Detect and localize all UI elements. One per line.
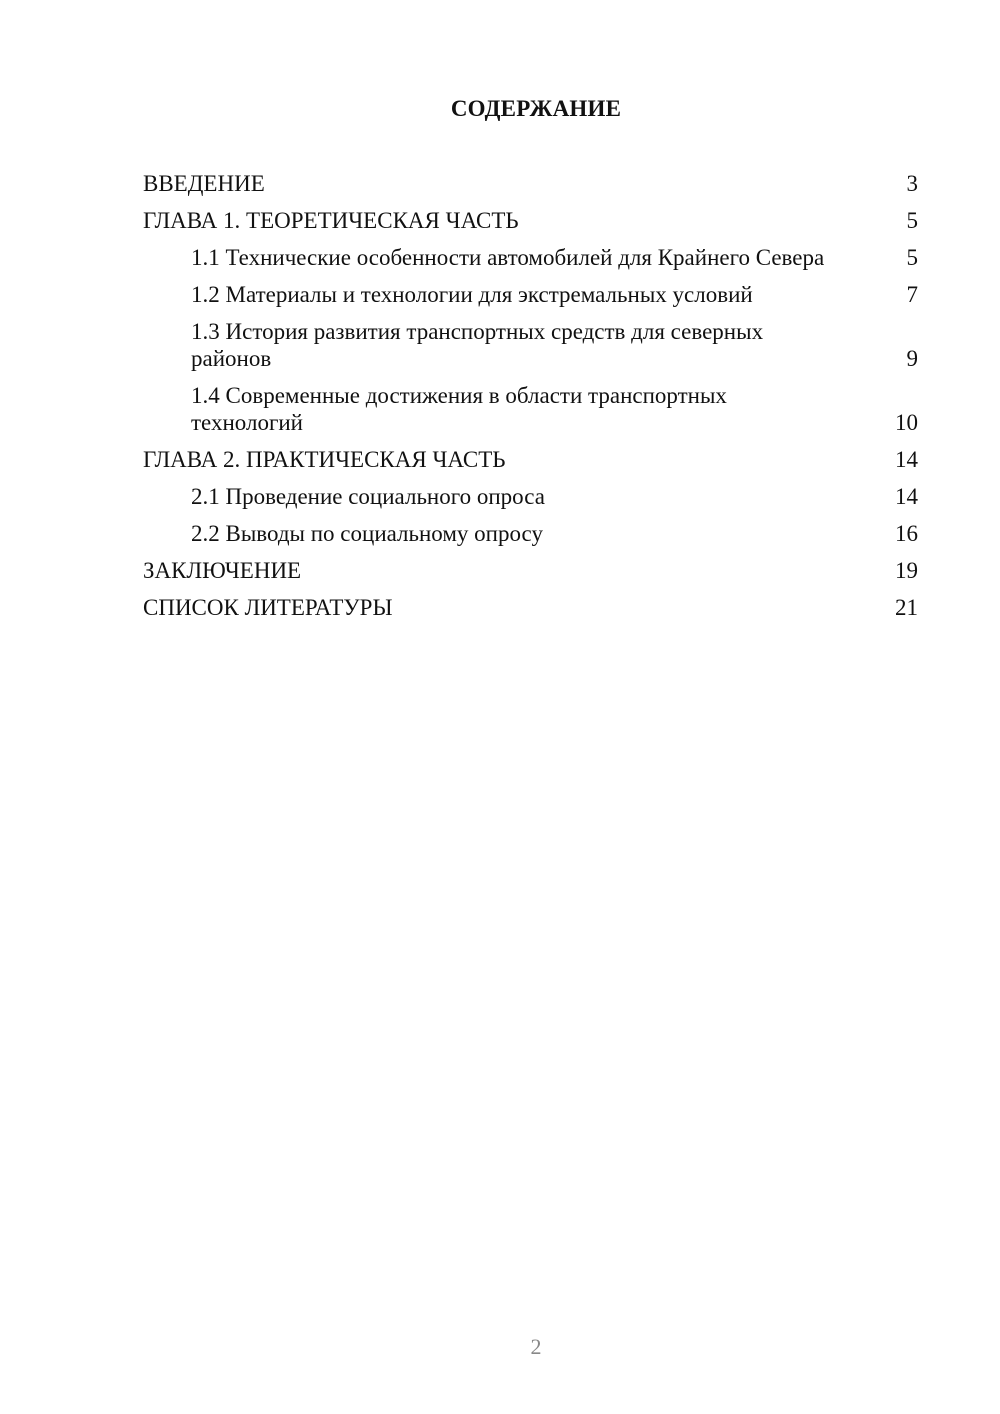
- page-title: СОДЕРЖАНИЕ: [450, 96, 622, 121]
- toc-entry-page: 19: [895, 558, 918, 583]
- toc-entry-page: 16: [895, 521, 918, 546]
- toc-entry: [143, 207, 918, 234]
- toc-entry: [143, 483, 918, 510]
- toc-entry: [143, 446, 918, 473]
- toc-entry-page: 10: [895, 410, 918, 435]
- toc-entry-label: 1.1 Технические особенности автомобилей для Крайнего Севера: [191, 245, 825, 270]
- toc-entry: [143, 244, 918, 271]
- page-number: 2: [530, 1334, 542, 1359]
- toc-entry: [143, 382, 918, 436]
- table-of-contents: [143, 170, 918, 621]
- toc-entry-label: 1.2 Материалы и технологии для экстремальных условий: [191, 282, 753, 307]
- toc-entry-label: 2.1 Проведение социального опроса: [191, 484, 545, 509]
- toc-entry-label: ВВЕДЕНИЕ: [143, 171, 265, 196]
- toc-entry: [143, 170, 918, 197]
- toc-entry: [143, 557, 918, 584]
- toc-entry: [143, 520, 918, 547]
- toc-entry-page: 7: [906, 282, 918, 307]
- toc-entry-label: 2.2 Выводы по социальному опросу: [191, 521, 543, 546]
- toc-entry-page: 3: [906, 171, 918, 196]
- toc-entry-page: 21: [895, 595, 918, 620]
- toc-entry-page: 14: [895, 447, 918, 472]
- toc-entry-label: ГЛАВА 1. ТЕОРЕТИЧЕСКАЯ ЧАСТЬ: [143, 208, 519, 233]
- toc-entry-label: 1.4 Современные достижения в области транспортных технологий: [191, 383, 727, 435]
- toc-entry-page: 5: [906, 208, 918, 233]
- toc-entry-label: 1.3 История развития транспортных средств для северных районов: [191, 319, 764, 371]
- toc-entry-label: СПИСОК ЛИТЕРАТУРЫ: [143, 595, 393, 620]
- toc-entry-label: ГЛАВА 2. ПРАКТИЧЕСКАЯ ЧАСТЬ: [143, 447, 506, 472]
- toc-entry-page: 5: [906, 245, 918, 270]
- toc-entry: [143, 594, 918, 621]
- toc-entry: [143, 281, 918, 308]
- toc-entry-label: ЗАКЛЮЧЕНИЕ: [143, 558, 302, 583]
- toc-entry-page: 9: [906, 346, 918, 371]
- toc-entry: [143, 318, 918, 372]
- toc-entry-page: 14: [895, 484, 918, 509]
